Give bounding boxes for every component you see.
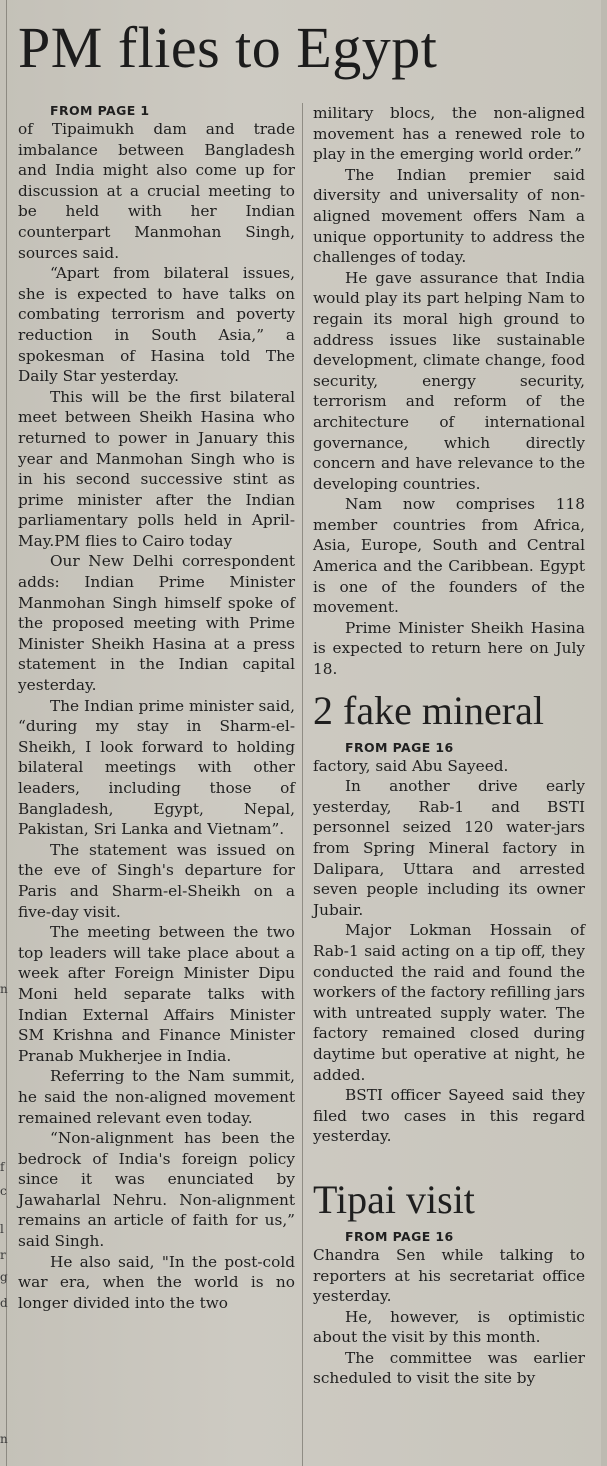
article-paragraph: of Tipaimukh dam and trade imbalance between Bangladesh and India might also come up for discussion at a crucial meeting to be held with her Indian counterpart Manmohan Singh, sources said. xyxy=(18,120,295,262)
article-paragraph: The Indian prime minister said, “during my stay in Sharm-el-Sheikh, I look forward to holding bilateral meetings with other leaders, including those of Bangladesh, Egypt, Nepal, Pakistan, Sri Lanka and Vietnam”. xyxy=(18,696,295,839)
article-paragraph: The committee was earlier scheduled to visit the site by xyxy=(313,1348,585,1388)
article-paragraph: “Non-alignment has been the bedrock of India's foreign policy since it was enunciated by Jawaharlal Nehru. Non-alignment remains an article of faith for us,” said Singh. xyxy=(18,1129,295,1251)
margin-fragment: n xyxy=(0,982,8,996)
adjacent-column-fragments xyxy=(0,0,12,1466)
article-paragraph: Referring to the Nam summit, he said the non-aligned movement remained relevant even today. xyxy=(18,1067,295,1127)
article-paragraph: He gave assurance that India would play its part helping Nam to regain its moral high ground to address issues like sustainable development, climate change, food security, energy security, terrorism and reform of the architecture of international governance, which directly concern and have relevance to the developing countries. xyxy=(313,268,585,493)
margin-fragment: c xyxy=(0,1184,7,1198)
article-paragraph: He also said, "In the post-cold war era, when the world is no longer divided into the two xyxy=(18,1252,295,1312)
article-paragraph: factory, said Abu Sayeed. xyxy=(313,756,509,775)
article-paragraph: The meeting between the two top leaders will take place about a week after Foreign Minister Dipu Moni held separate talks with Indian External Affairs Minister SM Krishna and Finance Minister Pranab Mukherjee in India. xyxy=(18,923,295,1065)
right-column xyxy=(313,103,585,1389)
article-paragraph: In another drive early yesterday, Rab-1 and BSTI personnel seized 120 water-jars from Spring Mineral factory in Dalipara, Uttara and arrested seven people including its owner Jubair. xyxy=(313,777,585,919)
page-right-edge xyxy=(601,0,607,1466)
article-paragraph: Our New Delhi correspondent adds: Indian Prime Minister Manmohan Singh himself spoke of the proposed meeting with Prime Minister Sheikh Hasina at a press statement in the Indian capital yesterday. xyxy=(18,552,295,695)
article-paragraph: military blocs, the non-aligned movement has a renewed role to play in the emerging world order.” xyxy=(313,104,585,164)
column-divider xyxy=(302,103,303,1466)
left-column xyxy=(18,103,295,1313)
margin-fragment: r xyxy=(0,1248,6,1262)
article-paragraph: “Apart from bilateral issues, she is expected to have talks on combating terrorism and poverty reduction in South Asia,” a spokesman of Hasina told The Daily Star yesterday. xyxy=(18,264,295,386)
margin-fragment: l xyxy=(0,1222,4,1236)
margin-fragment: g xyxy=(0,1270,8,1284)
article-paragraph: Prime Minister Sheikh Hasina is expected to return here on July 18. xyxy=(313,618,585,679)
article-paragraph: Nam now comprises 118 member countries from Africa, Asia, Europe, South and Central America and the Caribbean. Egypt is one of the founders of the movement. xyxy=(313,495,585,617)
article-paragraph: BSTI officer Sayeed said they filed two cases in this regard yesterday. xyxy=(313,1086,585,1146)
story-headline-fake-mineral: 2 fake mineral xyxy=(313,687,544,733)
page-headline: PM flies to Egypt xyxy=(18,15,438,80)
story-headline-tipai-visit: Tipai visit xyxy=(313,1176,475,1222)
jump-kicker: FROM PAGE 1 xyxy=(50,103,150,118)
margin-fragment: d xyxy=(0,1296,8,1310)
article-paragraph: The Indian premier said diversity and universality of non-aligned movement offers Nam a unique opportunity to address the challenges of today. xyxy=(313,165,585,267)
jump-kicker: FROM PAGE 16 xyxy=(345,1228,454,1244)
jump-kicker: FROM PAGE 16 xyxy=(345,739,454,755)
article-paragraph: Major Lokman Hossain of Rab-1 said acting on a tip off, they conducted the raid and found the workers of the factory refilling jars with untreated supply water. The factory remained closed during daytime but operative at night, he added. xyxy=(313,921,585,1084)
margin-fragment: n xyxy=(0,1432,8,1446)
article-paragraph: Chandra Sen while talking to reporters at his secretariat office yesterday. xyxy=(313,1245,585,1306)
story-gap xyxy=(313,1147,585,1169)
article-paragraph: This will be the first bilateral meet between Sheikh Hasina who returned to power in January this year and Manmohan Singh who is in his second successive stint as prime minister after the Indian parliamentary polls held in April-May.PM flies to Cairo today xyxy=(18,387,295,550)
margin-fragment: f xyxy=(0,1160,5,1174)
article-paragraph: He, however, is optimistic about the visit by this month. xyxy=(313,1307,585,1347)
article-paragraph: The statement was issued on the eve of Singh's departure for Paris and Sharm-el-Sheikh on a five-day visit. xyxy=(18,840,295,921)
